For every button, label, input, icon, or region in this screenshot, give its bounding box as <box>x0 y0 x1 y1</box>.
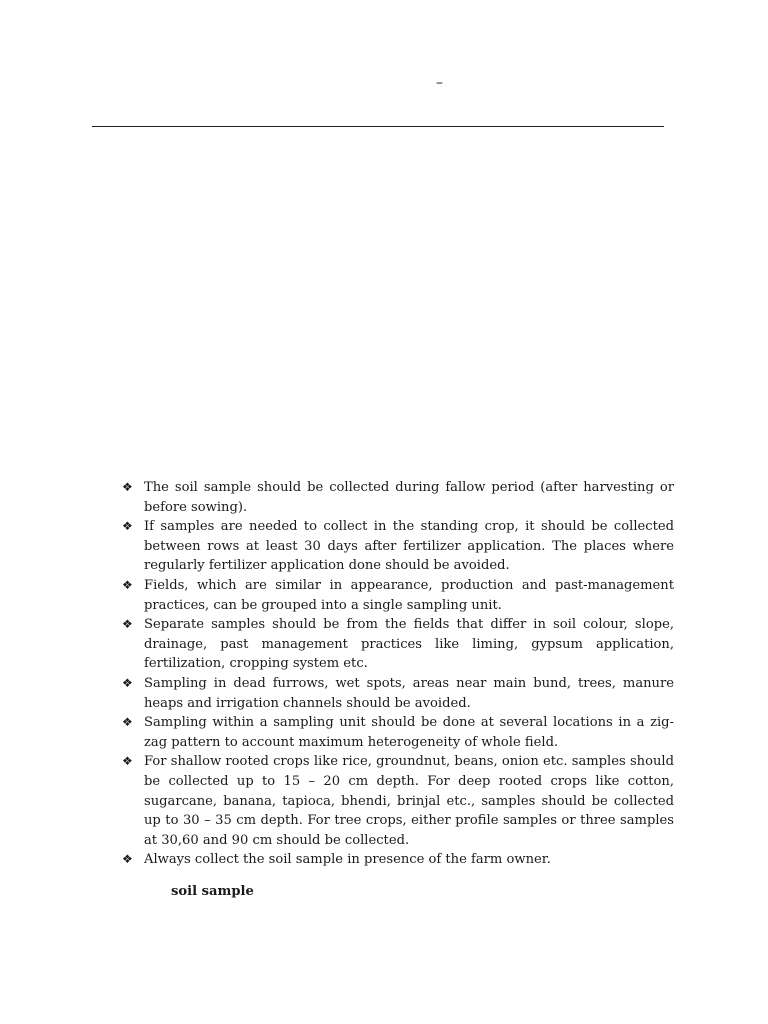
header-rule <box>92 126 664 127</box>
list-item-text: Separate samples should be from the fields that differ in soil colour, slope, drainage, past management practices like liming, gypsum application, fertilization, cropping system etc. <box>144 617 674 672</box>
list-item <box>122 615 674 674</box>
list-item <box>122 752 674 850</box>
list-item <box>122 850 674 870</box>
list-item-text: Sampling in dead furrows, wet spots, areas near main bund, trees, manure heaps and irrigation channels should be avoided. <box>144 675 674 711</box>
diamond-bullet-icon: ❖ <box>122 852 133 867</box>
list-item <box>122 478 674 517</box>
list-item <box>122 576 674 615</box>
diamond-bullet-icon: ❖ <box>122 754 133 769</box>
diamond-bullet-icon: ❖ <box>122 675 133 690</box>
diamond-bullet-icon: ❖ <box>122 617 133 632</box>
list-item <box>122 713 674 752</box>
section-heading: soil sample <box>171 884 254 899</box>
diamond-bullet-icon: ❖ <box>122 480 133 494</box>
list-item-text: Sampling within a sampling unit should be done at several locations in a zig-zag pattern to account maximum heterogeneity of whole field. <box>144 715 674 750</box>
list-item-text: The soil sample should be collected during fallow period (after harvesting or before sowing). <box>144 480 674 515</box>
list-item-text: Always collect the soil sample in presence of the farm owner. <box>144 852 551 868</box>
list-item-text: Fields, which are similar in appearance, production and past-management practices, can be grouped into a single sampling unit. <box>144 577 674 613</box>
list-item-text: If samples are needed to collect in the standing crop, it should be collected between rows at least 30 days after fertilizer application. The places where regularly fertilizer application done should be avoided. <box>144 519 674 574</box>
header-dash: – <box>436 75 443 91</box>
list-item <box>122 517 674 576</box>
list-item <box>122 674 674 713</box>
guidelines-list <box>122 478 674 870</box>
diamond-bullet-icon: ❖ <box>122 715 133 730</box>
diamond-bullet-icon: ❖ <box>122 577 133 592</box>
diamond-bullet-icon: ❖ <box>122 519 133 534</box>
list-item-text: For shallow rooted crops like rice, groundnut, beans, onion etc. samples should be collected up to 15 – 20 cm depth. For deep rooted crops like cotton, sugarcane, banana, tapioca, bhendi, brinjal etc., samples should be collected up to 30 – 35 cm depth. For tree crops, either profile samples or three samples at 30,60 and 90 cm should be collected. <box>144 754 674 848</box>
